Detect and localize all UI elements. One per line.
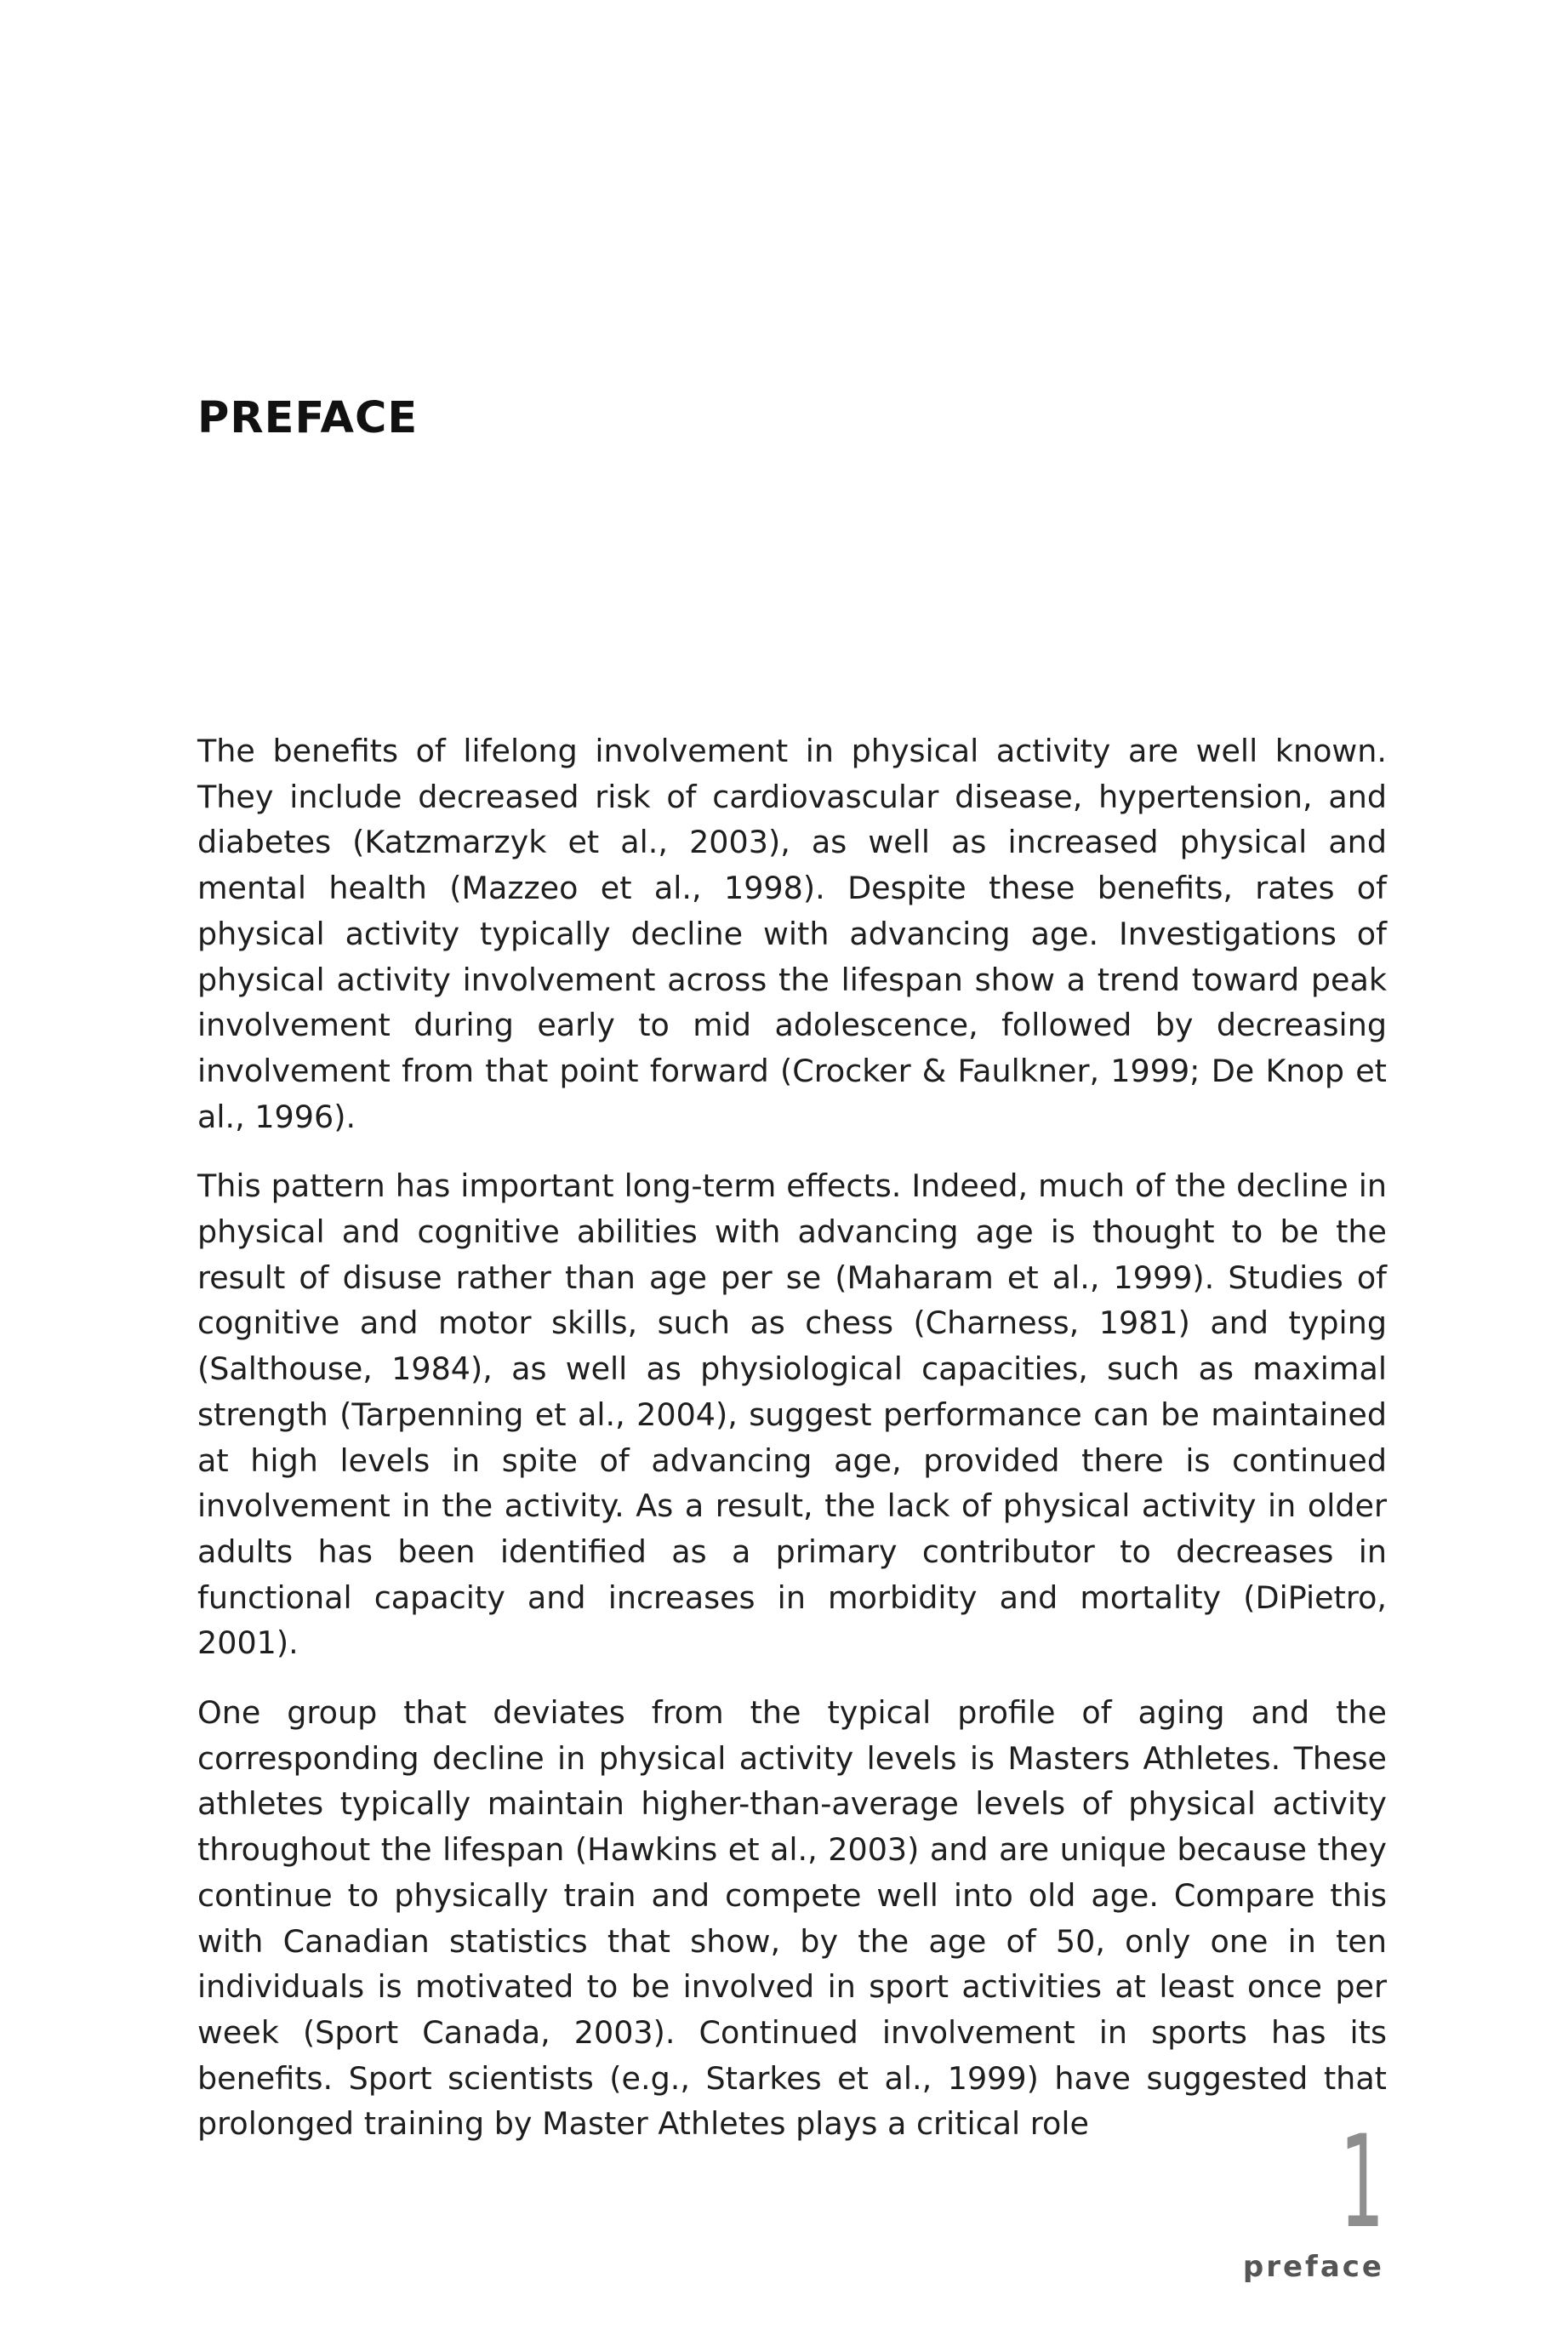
- page-folio: [1242, 2109, 1384, 2284]
- paragraph-2: This pattern has important long-term effects. Indeed, much of the decline in physical and cognitive abilities with advancing age is thought to be the result of disuse rather than age per se (Maharam et al., 1999). Studies of cognitive and motor skills, such as chess (Charness, 1981) and typing (Salthouse, 1984), as well as physiological capacities, such as maximal strength (Tarpenning et al., 2004), suggest performance can be maintained at high levels in spite of advancing age, provided there is continued involvement in the activity. As a result, the lack of physical activity in older adults has been identified as a primary contributor to decreases in functional capacity and increases in morbidity and mortality (DiPietro, 2001).: [197, 1167, 1387, 1662]
- running-footer-title: preface: [1242, 2250, 1384, 2284]
- paragraph-3: One group that deviates from the typical profile of aging and the corresponding decline in physical activity levels is Masters Athletes. These athletes typically maintain higher-than-average levels of physical activity throughout the lifespan (Hawkins et al., 2003) and are unique because they continue to physically train and compete well into old age. Compare this with Canadian statistics that show, by the age of 50, only one in ten individuals is motivated to be involved in sport activities at least once per week (Sport Canada, 2003). Continued involvement in sports has its benefits. Sport scientists (e.g., Starkes et al., 1999) have suggested that prolonged training by Master Athletes plays a critical role: [197, 1694, 1387, 2143]
- paragraph-1: The benefits of lifelong involvement in physical activity are well known. They include decreased risk of cardiovascular disease, hypertension, and diabetes (Katzmarzyk et al., 2003), as well as increased physical and mental health (Mazzeo et al., 1998). Despite these benefits, rates of physical activity typically decline with advancing age. Investigations of physical activity involvement across the lifespan show a trend toward peak involvement during early to mid adolescence, followed by decreasing involvement from that point forward (Crocker & Faulkner, 1999; De Knop et al., 1996).: [197, 733, 1387, 1135]
- body-text: [197, 728, 1387, 2171]
- chapter-heading: PREFACE: [197, 393, 419, 443]
- page-number: 1: [1339, 2109, 1384, 2257]
